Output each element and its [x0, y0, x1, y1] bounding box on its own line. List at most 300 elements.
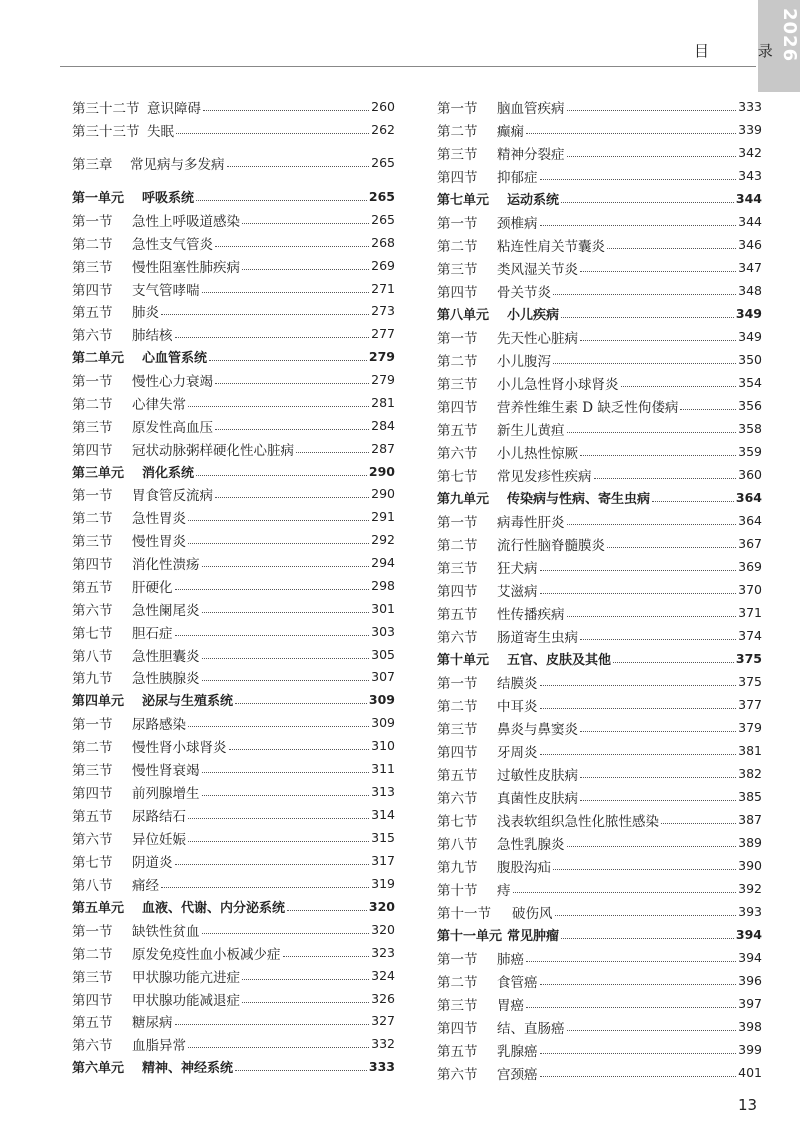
dot-leader: [580, 340, 736, 341]
toc-entry-title: 性传播疾病: [497, 606, 565, 623]
toc-entry-title: 小儿疾病: [507, 308, 560, 323]
toc-entry[interactable]: [437, 808, 762, 831]
dot-leader: [580, 731, 736, 732]
toc-entry-label: 第四节: [437, 1020, 478, 1037]
toc-entry-title: 慢性胃炎: [132, 533, 186, 550]
dot-leader: [553, 869, 736, 870]
dot-leader: [188, 406, 369, 407]
toc-entry-title: 前列腺增生: [132, 785, 200, 802]
toc-entry[interactable]: [72, 185, 395, 208]
toc-entry[interactable]: [437, 187, 762, 210]
toc-entry-label: 第三节: [437, 146, 478, 163]
toc-entry-label: 第六节: [72, 831, 113, 848]
dot-leader: [203, 110, 369, 111]
toc-entry[interactable]: [437, 555, 762, 578]
dot-leader: [540, 225, 737, 226]
dot-leader: [580, 800, 736, 801]
toc-entry-title: 结膜炎: [497, 675, 538, 692]
toc-entry-page: 287: [371, 441, 395, 456]
toc-entry-label: 第二节: [72, 946, 113, 963]
toc-entry-title: 原发性高血压: [132, 419, 213, 436]
toc-entry-title: 真菌性皮肤病: [497, 790, 578, 807]
toc-entry-label: 第三节: [437, 560, 478, 577]
toc-entry-label: 第七单元: [437, 193, 490, 208]
toc-entry-title: 病毒性肝炎: [497, 514, 565, 531]
toc-entry-page: 324: [371, 968, 395, 983]
toc-entry-title: 食管癌: [497, 974, 538, 991]
dot-leader: [580, 455, 736, 456]
toc-entry[interactable]: [437, 601, 762, 624]
toc-entry-label: 第七节: [437, 813, 478, 830]
dot-leader: [175, 337, 370, 338]
toc-entry[interactable]: [437, 210, 762, 233]
toc-entry[interactable]: [72, 299, 395, 322]
toc-entry[interactable]: [437, 440, 762, 463]
dot-leader: [680, 409, 736, 410]
toc-entry-label: 第八单元: [437, 308, 490, 323]
toc-entry-title: 肺结核: [132, 327, 173, 344]
toc-entry-page: 356: [738, 398, 762, 413]
toc-entry[interactable]: [437, 532, 762, 555]
toc-entry[interactable]: [437, 831, 762, 854]
toc-entry-label: 第三节: [72, 969, 113, 986]
dot-leader: [175, 1024, 370, 1025]
toc-entry[interactable]: [437, 95, 762, 118]
toc-entry-page: 399: [738, 1042, 762, 1057]
toc-entry-page: 279: [371, 372, 395, 387]
dot-leader: [594, 478, 737, 479]
toc-entry[interactable]: [72, 551, 395, 574]
toc-entry-title: 常见病与多发病: [130, 156, 225, 173]
toc-entry[interactable]: [437, 509, 762, 532]
toc-entry[interactable]: [437, 946, 762, 969]
toc-entry-page: 320: [368, 899, 395, 914]
toc-entry-title: 粘连性肩关节囊炎: [497, 238, 605, 255]
dot-leader: [561, 938, 734, 939]
toc-entry-label: 第十节: [437, 882, 478, 899]
toc-entry[interactable]: [437, 486, 762, 509]
toc-entry[interactable]: [72, 460, 395, 483]
dot-leader: [196, 200, 367, 201]
toc-entry[interactable]: [437, 647, 762, 670]
page-title: 目 录: [694, 42, 795, 60]
toc-entry[interactable]: [72, 254, 395, 277]
toc-entry-page: 326: [371, 991, 395, 1006]
toc-entry-title: 糖尿病: [132, 1014, 173, 1031]
toc-entry-page: 294: [371, 555, 395, 570]
toc-entry[interactable]: [437, 1061, 762, 1084]
toc-entry-label: 第四单元: [72, 694, 125, 709]
dot-leader: [209, 360, 367, 361]
toc-entry-title: 慢性心力衰竭: [132, 373, 213, 390]
toc-entry-title: 急性支气管炎: [132, 236, 213, 253]
toc-entry-title: 破伤风: [512, 905, 553, 922]
toc-entry[interactable]: [72, 987, 395, 1010]
dot-leader: [580, 777, 736, 778]
toc-entry[interactable]: [437, 762, 762, 785]
dot-leader: [175, 589, 370, 590]
toc-entry-page: 379: [738, 720, 762, 735]
toc-entry-label: 第三节: [72, 762, 113, 779]
toc-entry[interactable]: [437, 624, 762, 647]
toc-entry-title: 脑血管疾病: [497, 100, 565, 117]
toc-entry-page: 262: [371, 122, 395, 137]
toc-entry[interactable]: [72, 151, 395, 174]
toc-entry-page: 349: [738, 329, 762, 344]
toc-entry-label: 第五节: [72, 304, 113, 321]
toc-entry[interactable]: [72, 322, 395, 345]
dot-leader: [540, 570, 737, 571]
toc-entry-page: 387: [738, 812, 762, 827]
toc-entry-title: 常见发疹性疾病: [497, 468, 592, 485]
toc-entry-title: 过敏性皮肤病: [497, 767, 578, 784]
toc-entry-title: 营养性维生素 D 缺乏性佝偻病: [497, 399, 679, 416]
dot-leader: [235, 703, 367, 704]
dot-leader: [555, 915, 737, 916]
toc-entry-page: 320: [371, 922, 395, 937]
toc-entry-title: 急性阑尾炎: [132, 602, 200, 619]
toc-entry[interactable]: [437, 394, 762, 417]
toc-entry-label: 第二节: [437, 123, 478, 140]
toc-entry-title: 失眠: [147, 123, 174, 140]
toc-entry[interactable]: [72, 345, 395, 368]
toc-entry-page: 349: [735, 306, 762, 321]
toc-entry[interactable]: [437, 1038, 762, 1061]
toc-entry-title: 小儿急性肾小球肾炎: [497, 376, 619, 393]
toc-entry[interactable]: [437, 670, 762, 693]
toc-entry-title: 常见肿瘤: [507, 929, 560, 944]
toc-entry-page: 348: [738, 283, 762, 298]
toc-entry[interactable]: [72, 711, 395, 734]
toc-entry-title: 急性上呼吸道感染: [132, 213, 240, 230]
toc-entry[interactable]: [72, 1032, 395, 1055]
toc-entry-title: 骨关节炎: [497, 284, 551, 301]
toc-entry[interactable]: [72, 895, 395, 918]
toc-entry-title: 结、直肠癌: [497, 1020, 565, 1037]
toc-entry[interactable]: [437, 256, 762, 279]
toc-entry[interactable]: [72, 780, 395, 803]
toc-entry[interactable]: [437, 1015, 762, 1038]
toc-entry-page: 310: [371, 738, 395, 753]
toc-entry-title: 急性胃炎: [132, 510, 186, 527]
dot-leader: [526, 1007, 736, 1008]
dot-leader: [242, 1002, 369, 1003]
toc-entry[interactable]: [72, 118, 395, 141]
toc-entry[interactable]: [437, 969, 762, 992]
toc-entry-page: 284: [371, 418, 395, 433]
dot-leader: [215, 497, 369, 498]
toc-entry-label: 第一节: [437, 675, 478, 692]
toc-entry-label: 第七节: [72, 854, 113, 871]
toc-entry[interactable]: [437, 716, 762, 739]
toc-entry-title: 胃癌: [497, 997, 524, 1014]
toc-entry[interactable]: [437, 578, 762, 601]
toc-entry-page: 393: [738, 904, 762, 919]
toc-entry-label: 第一节: [437, 951, 478, 968]
toc-entry[interactable]: [437, 371, 762, 394]
toc-entry-page: 350: [738, 352, 762, 367]
toc-entry-page: 375: [735, 651, 762, 666]
toc-entry-page: 290: [368, 464, 395, 479]
toc-entry-label: 第四节: [437, 744, 478, 761]
toc-entry[interactable]: [72, 849, 395, 872]
toc-entry-label: 第一节: [72, 487, 113, 504]
toc-entry-label: 第二单元: [72, 351, 125, 366]
toc-entry[interactable]: [72, 482, 395, 505]
dot-leader: [540, 754, 737, 755]
toc-entry-label: 第三十三节: [72, 123, 140, 140]
toc-entry[interactable]: [437, 739, 762, 762]
toc-entry[interactable]: [437, 417, 762, 440]
toc-entry-label: 第十一单元: [437, 929, 503, 944]
toc-entry[interactable]: [437, 164, 762, 187]
toc-left-column: [72, 95, 395, 1085]
toc-entry-label: 第三节: [437, 261, 478, 278]
toc-entry-title: 精神分裂症: [497, 146, 565, 163]
dot-leader: [513, 892, 737, 893]
toc-entry-page: 260: [371, 99, 395, 114]
dot-leader: [567, 110, 737, 111]
toc-entry-page: 389: [738, 835, 762, 850]
toc-entry[interactable]: [72, 391, 395, 414]
toc-entry[interactable]: [72, 688, 395, 711]
toc-entry[interactable]: [72, 368, 395, 391]
dot-leader: [567, 432, 737, 433]
toc-entry-label: 第十一节: [437, 905, 491, 922]
toc-entry-title: 意识障碍: [147, 100, 201, 117]
toc-entry[interactable]: [72, 941, 395, 964]
toc-entry[interactable]: [72, 414, 395, 437]
toc-entry-label: 第七节: [72, 625, 113, 642]
dot-leader: [540, 1076, 737, 1077]
toc-entry[interactable]: [437, 141, 762, 164]
toc-entry-label: 第一节: [72, 373, 113, 390]
toc-entry-label: 第六节: [437, 445, 478, 462]
dot-leader: [215, 429, 369, 430]
toc-entry-page: 327: [371, 1013, 395, 1028]
toc-entry[interactable]: [437, 118, 762, 141]
toc-entry-title: 肺癌: [497, 951, 524, 968]
dot-leader: [526, 133, 736, 134]
dot-leader: [215, 246, 369, 247]
toc-entry-page: 375: [738, 674, 762, 689]
toc-entry-label: 第六单元: [72, 1061, 125, 1076]
toc-entry-page: 392: [738, 881, 762, 896]
dot-leader: [202, 292, 370, 293]
toc-entry-page: 374: [738, 628, 762, 643]
toc-entry[interactable]: [72, 528, 395, 551]
toc-entry[interactable]: [72, 665, 395, 688]
toc-entry-page: 292: [371, 532, 395, 547]
toc-entry-page: 347: [738, 260, 762, 275]
toc-entry-page: 265: [371, 155, 395, 170]
toc-entry[interactable]: [72, 95, 395, 118]
toc-entry[interactable]: [437, 923, 762, 946]
toc-entry-page: 394: [735, 927, 762, 942]
toc-entry-page: 354: [738, 375, 762, 390]
toc-entry[interactable]: [437, 279, 762, 302]
toc-entry-title: 浅表软组织急性化脓性感染: [497, 813, 659, 830]
toc-entry-page: 397: [738, 996, 762, 1011]
toc-entry-label: 第二节: [72, 396, 113, 413]
toc-entry-label: 第二节: [437, 537, 478, 554]
toc-entry-title: 艾滋病: [497, 583, 538, 600]
dot-leader: [567, 1030, 737, 1031]
toc-entry[interactable]: [72, 208, 395, 231]
toc-entry[interactable]: [72, 757, 395, 780]
toc-entry-title: 甲状腺功能亢进症: [132, 969, 240, 986]
toc-entry-title: 急性胰腺炎: [132, 670, 200, 687]
toc-entry-page: 333: [368, 1059, 395, 1074]
toc-entry[interactable]: [437, 785, 762, 808]
toc-entry-label: 第四节: [437, 583, 478, 600]
toc-entry[interactable]: [72, 231, 395, 254]
toc-entry-label: 第三节: [437, 721, 478, 738]
toc-entry[interactable]: [437, 325, 762, 348]
toc-entry[interactable]: [437, 900, 762, 923]
toc-entry-label: 第四节: [72, 992, 113, 1009]
toc-entry-page: 360: [738, 467, 762, 482]
toc-entry-title: 先天性心脏病: [497, 330, 578, 347]
toc-entry-page: 359: [738, 444, 762, 459]
toc-entry[interactable]: [437, 693, 762, 716]
dot-leader: [202, 658, 370, 659]
toc-entry[interactable]: [437, 854, 762, 877]
toc-entry-label: 第六节: [437, 1066, 478, 1083]
toc-entry[interactable]: [437, 463, 762, 486]
toc-entry-label: 第三节: [437, 376, 478, 393]
dot-leader: [188, 520, 369, 521]
toc-entry-label: 第一节: [437, 215, 478, 232]
toc-entry-title: 小儿腹泻: [497, 353, 551, 370]
toc-entry-label: 第四节: [72, 282, 113, 299]
toc-entry-title: 牙周炎: [497, 744, 538, 761]
toc-entry-page: 315: [371, 830, 395, 845]
toc-entry-label: 第二节: [437, 353, 478, 370]
toc-entry-label: 第一节: [72, 923, 113, 940]
toc-entry-page: 265: [368, 189, 395, 204]
dot-leader: [540, 984, 737, 985]
toc-entry-label: 第十单元: [437, 653, 490, 668]
toc-entry[interactable]: [72, 597, 395, 620]
toc-entry-label: 第一节: [437, 514, 478, 531]
toc-entry-label: 第六节: [72, 327, 113, 344]
toc-entry-title: 抑郁症: [497, 169, 538, 186]
toc-entry-page: 394: [738, 950, 762, 965]
toc-entry-title: 血脂异常: [132, 1037, 186, 1054]
toc-entry[interactable]: [437, 348, 762, 371]
toc-entry-title: 原发免疫性血小板减少症: [132, 946, 281, 963]
toc-entry-label: 第三十二节: [72, 100, 140, 117]
toc-entry-page: 269: [371, 258, 395, 273]
toc-entry[interactable]: [437, 992, 762, 1015]
dot-leader: [540, 685, 737, 686]
toc-entry-title: 尿路感染: [132, 716, 186, 733]
toc-entry-title: 痔: [497, 882, 511, 899]
toc-entry-page: 332: [371, 1036, 395, 1051]
dot-leader: [202, 795, 370, 796]
toc-entry-title: 中耳炎: [497, 698, 538, 715]
toc-entry-title: 心律失常: [132, 396, 186, 413]
toc-entry-title: 腹股沟疝: [497, 859, 551, 876]
toc-entry-label: 第六节: [72, 602, 113, 619]
header-divider: [60, 66, 756, 67]
dot-leader: [287, 910, 367, 911]
toc-entry-page: 290: [371, 486, 395, 501]
toc-entry-title: 呼吸系统: [142, 191, 195, 206]
toc-entry-title: 支气管哮喘: [132, 282, 200, 299]
toc-entry[interactable]: [72, 734, 395, 757]
toc-entry-label: 第一节: [437, 330, 478, 347]
toc-entry[interactable]: [437, 877, 762, 900]
dot-leader: [235, 1070, 367, 1071]
toc-entry[interactable]: [72, 620, 395, 643]
dot-leader: [229, 749, 370, 750]
toc-entry-title: 阴道炎: [132, 854, 173, 871]
toc-entry-page: 301: [371, 601, 395, 616]
toc-entry-page: 311: [371, 761, 395, 776]
toc-entry-page: 323: [371, 945, 395, 960]
toc-entry-label: 第八节: [72, 877, 113, 894]
toc-entry-title: 泌尿与生殖系统: [142, 694, 234, 709]
dot-leader: [215, 383, 369, 384]
toc-entry[interactable]: [72, 437, 395, 460]
toc-entry[interactable]: [437, 233, 762, 256]
toc-entry-page: 385: [738, 789, 762, 804]
toc-entry[interactable]: [72, 505, 395, 528]
dot-leader: [613, 662, 734, 663]
dot-leader: [242, 269, 369, 270]
dot-leader: [540, 179, 737, 180]
toc-entry-page: 313: [371, 784, 395, 799]
toc-entry[interactable]: [72, 1055, 395, 1078]
toc-entry-title: 痛经: [132, 877, 159, 894]
toc-entry-label: 第一节: [437, 100, 478, 117]
toc-entry-label: 第四节: [437, 284, 478, 301]
dot-leader: [283, 956, 370, 957]
toc-entry[interactable]: [72, 643, 395, 666]
toc-entry-label: 第九单元: [437, 492, 490, 507]
toc-entry-label: 第二节: [437, 238, 478, 255]
toc-entry-label: 第四节: [437, 169, 478, 186]
toc-entry-label: 第五节: [72, 579, 113, 596]
toc-entry-label: 第三节: [72, 533, 113, 550]
toc-right-column: [437, 95, 762, 1085]
dot-leader: [188, 841, 369, 842]
toc-entry-page: 377: [738, 697, 762, 712]
dot-leader: [188, 726, 369, 727]
toc-entry[interactable]: [72, 918, 395, 941]
toc-entry-title: 尿路结石: [132, 808, 186, 825]
toc-entry-page: 344: [738, 214, 762, 229]
toc-entry[interactable]: [437, 302, 762, 325]
toc-entry-page: 279: [368, 349, 395, 364]
toc-entry-title: 慢性肾衰竭: [132, 762, 200, 779]
toc-entry[interactable]: [72, 574, 395, 597]
dot-leader: [580, 639, 736, 640]
toc-entry-title: 消化性溃疡: [132, 556, 200, 573]
toc-entry[interactable]: [72, 872, 395, 895]
toc-entry[interactable]: [72, 803, 395, 826]
toc-entry[interactable]: [72, 826, 395, 849]
toc-entry[interactable]: [72, 1009, 395, 1032]
toc-entry[interactable]: [72, 964, 395, 987]
toc-entry-label: 第二节: [72, 236, 113, 253]
toc-entry[interactable]: [72, 277, 395, 300]
dot-leader: [202, 933, 370, 934]
toc-entry-page: 309: [368, 692, 395, 707]
toc-entry-title: 鼻炎与鼻窦炎: [497, 721, 578, 738]
